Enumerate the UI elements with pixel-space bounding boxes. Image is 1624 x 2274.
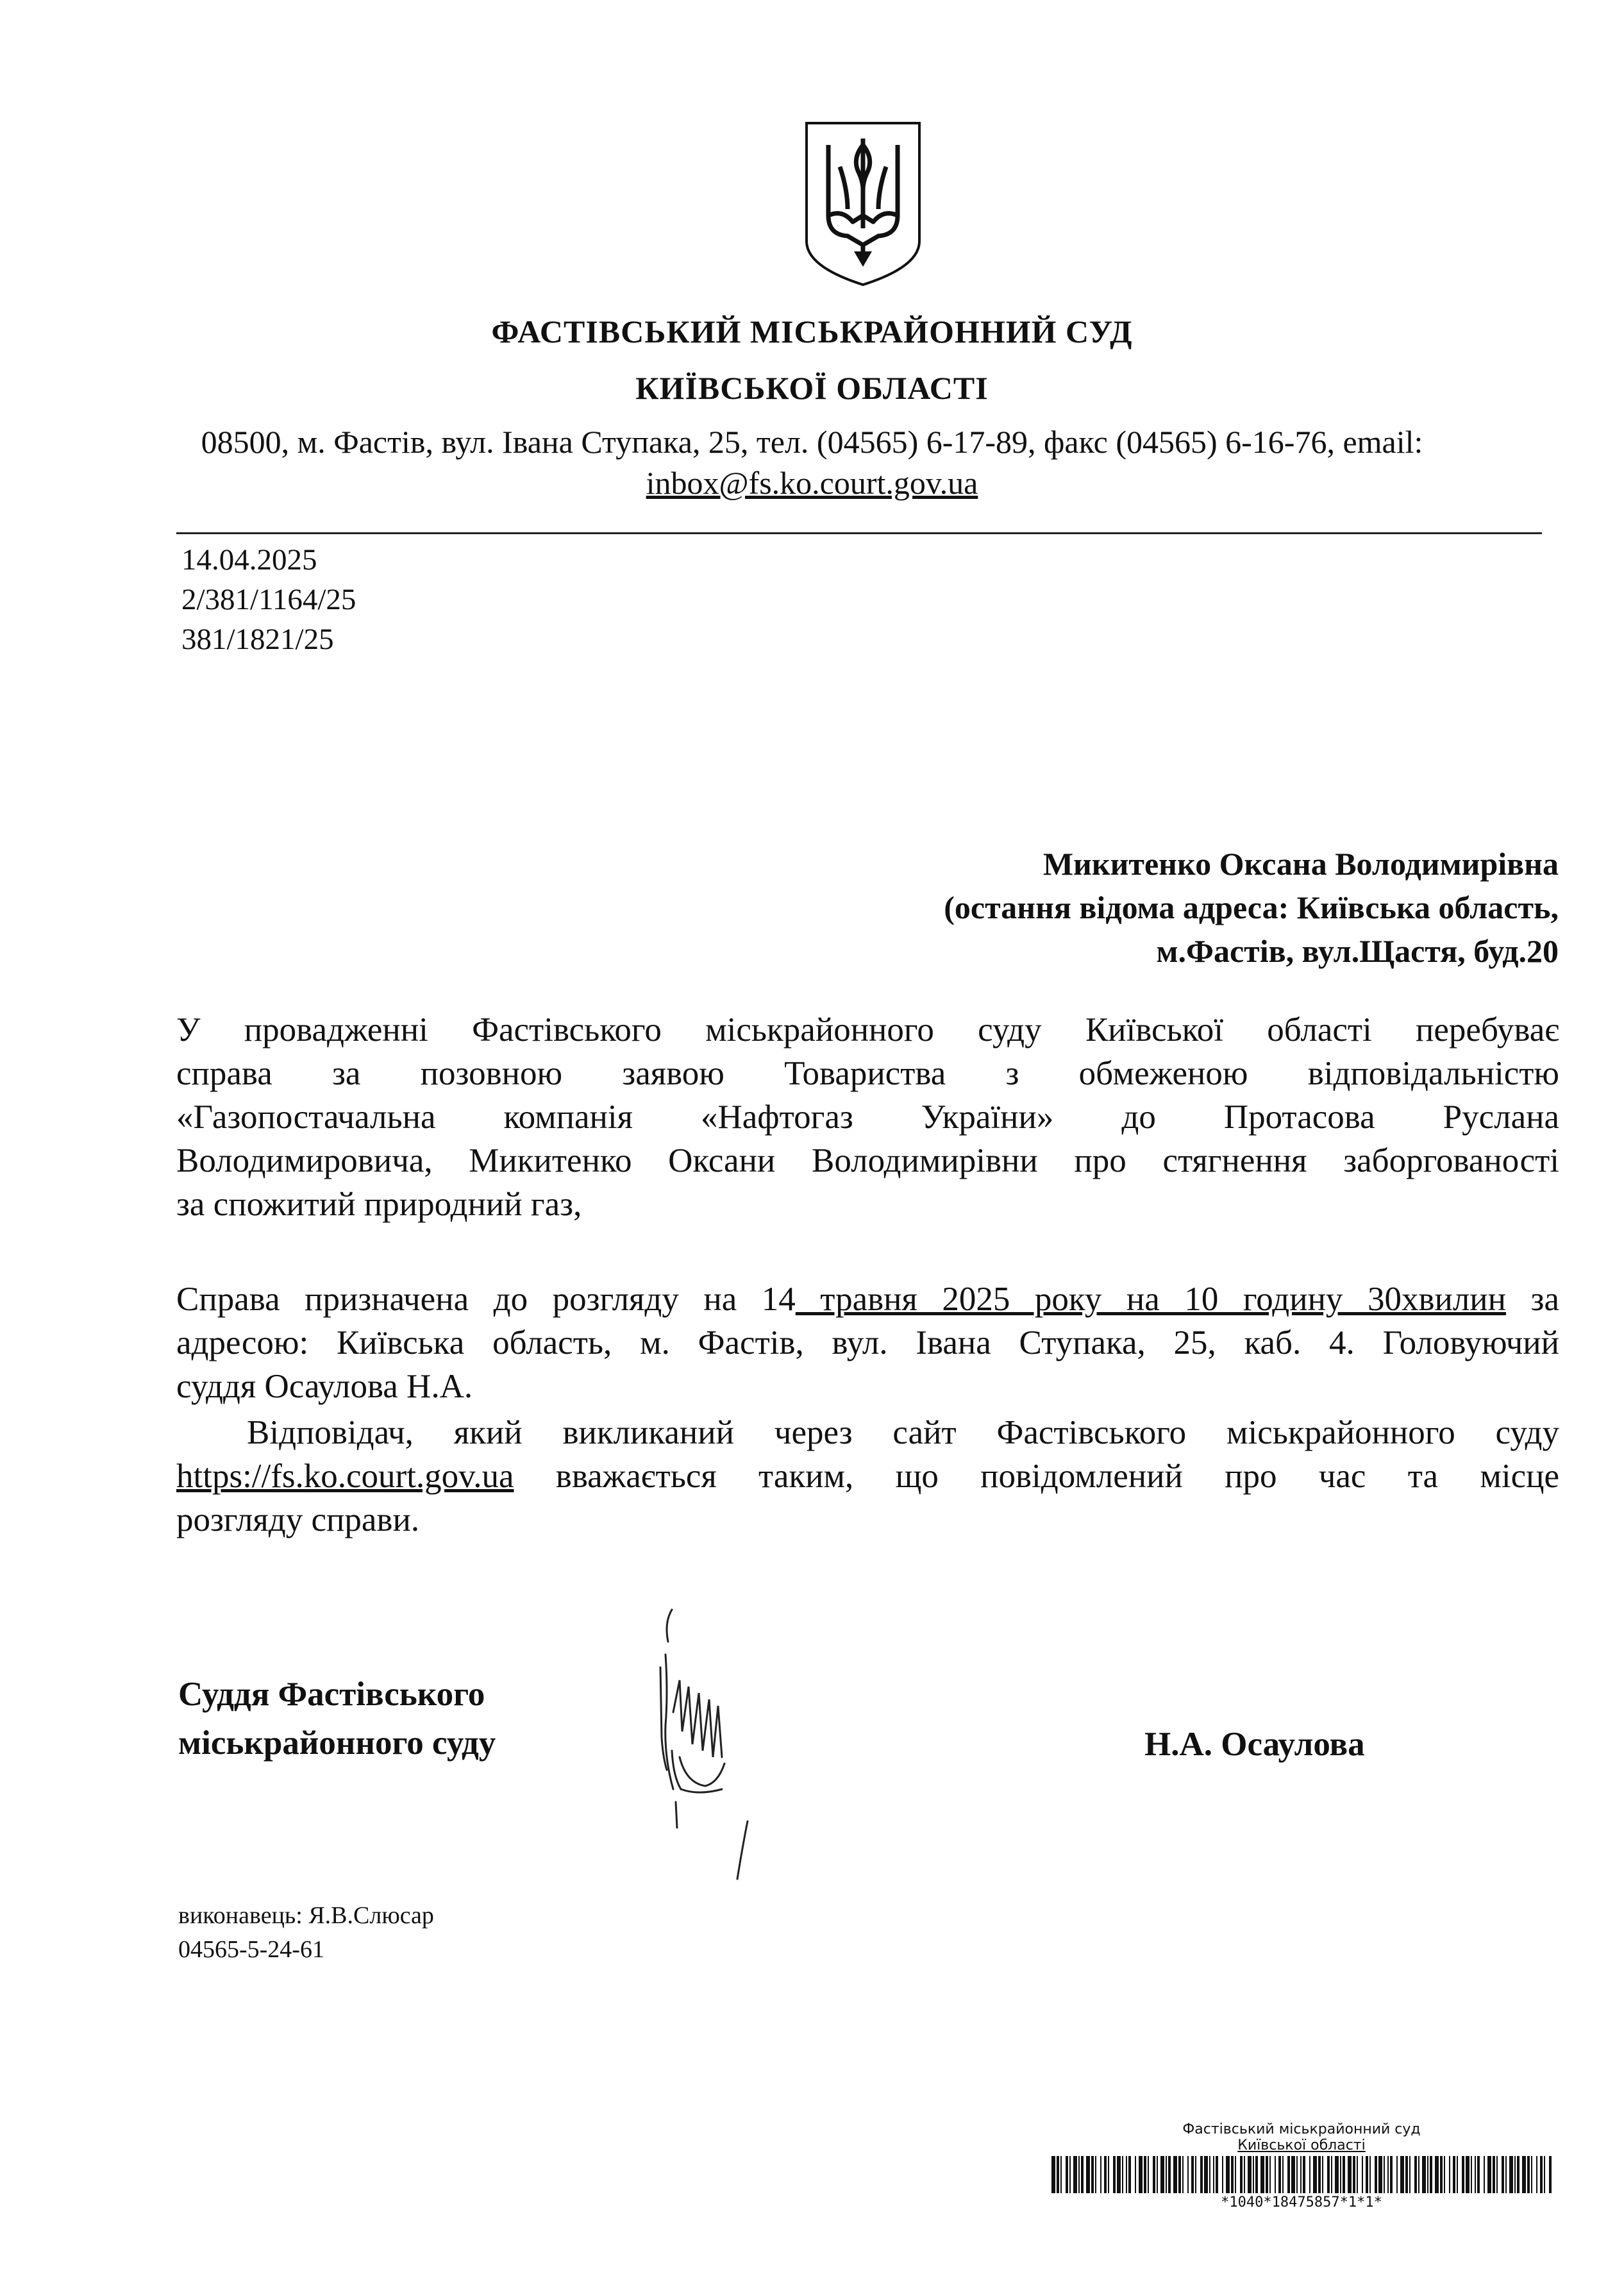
barcode-bar — [1502, 2156, 1504, 2193]
barcode-bar — [1493, 2156, 1495, 2193]
barcode-bar — [1060, 2156, 1062, 2193]
barcode-bar — [1540, 2156, 1543, 2193]
addressee-name: Микитенко Оксана Володимирівна — [1042, 846, 1559, 882]
barcode-bar — [1444, 2156, 1445, 2193]
barcode-bar — [1126, 2156, 1127, 2193]
hearing-intro: Справа призначена до розгляду на 14 — [176, 1281, 796, 1318]
barcode-bar — [1531, 2156, 1532, 2193]
barcode-bar — [1527, 2156, 1530, 2193]
court-email-link[interactable]: inbox@fs.ko.court.gov.ua — [646, 465, 978, 501]
barcode-bar — [1343, 2156, 1345, 2193]
barcode-bar — [1248, 2156, 1251, 2193]
barcode-bar — [1544, 2156, 1545, 2193]
court-region: КИЇВСЬКОЇ ОБЛАСТІ — [635, 370, 989, 406]
signatory-name: Н.А. Осаулова — [1144, 1726, 1365, 1763]
hearing-intro-end: за — [1506, 1281, 1559, 1318]
barcode-bar — [1353, 2156, 1355, 2193]
barcode-bar — [1475, 2156, 1476, 2193]
barcode-bar — [1240, 2156, 1243, 2193]
barcode-bar — [1427, 2156, 1428, 2193]
barcode-bar — [1051, 2156, 1055, 2193]
stamp-court-region: Київської області — [1237, 2137, 1366, 2153]
barcode-bar — [1078, 2156, 1080, 2193]
barcode-bar — [1222, 2156, 1223, 2193]
signatory-title-line2: міськрайонного суду — [178, 1724, 496, 1762]
addressee-address-line1: (остання відома адреса: Київська область, — [944, 889, 1559, 925]
barcode-bar — [1369, 2156, 1371, 2193]
barcode-bar — [1153, 2156, 1155, 2193]
barcode-bar — [1282, 2156, 1284, 2193]
barcode-bar — [1278, 2156, 1281, 2193]
paragraph-line: суддя Осаулова Н.А. — [176, 1368, 473, 1405]
barcode-bar — [1296, 2156, 1298, 2193]
barcode-bar — [1057, 2156, 1059, 2193]
case-number: 2/381/1164/25 — [181, 583, 356, 616]
barcode-bar — [1357, 2156, 1358, 2193]
barcode-bar — [1477, 2156, 1480, 2193]
barcode-bar — [1287, 2156, 1290, 2193]
paragraph-line: справа за позовною заявою Товариства з обмеженою відповідальністю — [176, 1055, 1559, 1092]
barcode-bar — [1266, 2156, 1268, 2193]
court-name: ФАСТІВСЬКИЙ МІСЬКРАЙОННИЙ СУД — [491, 314, 1133, 350]
barcode-bar — [1422, 2156, 1426, 2193]
barcode-bar — [1384, 2156, 1385, 2193]
barcode-bar — [1505, 2156, 1507, 2193]
barcode-bar — [1195, 2156, 1196, 2193]
executor-name: виконавець: Я.В.Слюсар — [178, 1902, 434, 1929]
barcode-bar — [1496, 2156, 1498, 2193]
barcode-bar — [1331, 2156, 1332, 2193]
barcode-bar — [1200, 2156, 1203, 2193]
header-divider — [176, 532, 1542, 534]
barcode-bar — [1260, 2156, 1264, 2193]
paragraph-line: «Газопостачальна компанія «Нафтогаз України» до Протасова Руслана — [176, 1099, 1559, 1136]
barcode-bar — [1148, 2156, 1149, 2193]
barcode-bar — [1173, 2156, 1177, 2193]
barcode-bar — [1409, 2156, 1411, 2193]
outgoing-number: 381/1821/25 — [181, 623, 334, 656]
barcode-bar — [1191, 2156, 1194, 2193]
barcode-bar — [1113, 2156, 1116, 2193]
barcode-bar — [1086, 2156, 1090, 2193]
paragraph-line: адресою: Київська область, м. Фастів, вул. Івана Ступака, 25, каб. 4. Головуючий — [176, 1324, 1559, 1361]
barcode-bar — [1166, 2156, 1167, 2193]
barcode-bar — [1135, 2156, 1136, 2193]
barcode-bar — [1471, 2156, 1472, 2193]
barcode-bar — [1178, 2156, 1181, 2193]
barcode-bar — [1108, 2156, 1109, 2193]
barcode-bar — [1462, 2156, 1464, 2193]
barcode-bar — [1484, 2156, 1485, 2193]
barcode-bar — [1309, 2156, 1310, 2193]
barcode-bar — [1226, 2156, 1230, 2193]
barcode-bar — [1157, 2156, 1158, 2193]
barcode-bar — [1253, 2156, 1254, 2193]
barcode-bar — [1235, 2156, 1236, 2193]
barcode-stamp — [1051, 2121, 1552, 2211]
barcode-bar — [1435, 2156, 1439, 2193]
barcode-bar — [1244, 2156, 1245, 2193]
notification-text: вважається таким, що повідомлений про час та місце — [514, 1458, 1559, 1495]
barcode-bar — [1390, 2156, 1393, 2193]
barcode-bar — [1318, 2156, 1321, 2193]
barcode-bar — [1213, 2156, 1214, 2193]
hearing-schedule-paragraph — [176, 1277, 1559, 1408]
barcode-bar — [1095, 2156, 1096, 2193]
barcode-bar — [1414, 2156, 1417, 2193]
barcode-bar — [1387, 2156, 1389, 2193]
handwritten-signature — [635, 1597, 782, 1930]
barcode-bar — [1160, 2156, 1164, 2193]
barcode-bar — [1182, 2156, 1184, 2193]
barcode-bar — [1362, 2156, 1363, 2193]
barcode-bar — [1430, 2156, 1432, 2193]
barcode-bar — [1396, 2156, 1398, 2193]
barcode-bar — [1440, 2156, 1443, 2193]
barcode-bar — [1522, 2156, 1526, 2193]
paragraph-line — [176, 1454, 1559, 1498]
barcode-bar — [1300, 2156, 1302, 2193]
court-website-link[interactable]: https://fs.ko.court.gov.ua — [176, 1458, 514, 1495]
barcode-bar — [1209, 2156, 1210, 2193]
barcode-bar — [1335, 2156, 1339, 2193]
barcode-bar — [1457, 2156, 1458, 2193]
paragraph-line — [176, 1277, 1559, 1321]
paragraph-line: за спожитий природний газ, — [176, 1186, 582, 1223]
barcode-bar — [1549, 2156, 1552, 2193]
barcode-bar — [1144, 2156, 1146, 2193]
barcode-bar — [1449, 2156, 1450, 2193]
barcode-bar — [1509, 2156, 1513, 2193]
document-date: 14.04.2025 — [181, 543, 317, 577]
barcode-bar — [1091, 2156, 1094, 2193]
barcode-bar — [1303, 2156, 1305, 2193]
barcode-bar — [1204, 2156, 1208, 2193]
barcode-bar — [1117, 2156, 1121, 2193]
barcode-bar — [1348, 2156, 1352, 2193]
barcode-bar — [1122, 2156, 1123, 2193]
barcode-bar — [1322, 2156, 1323, 2193]
barcode-bar — [1536, 2156, 1537, 2193]
paragraph-line: Володимировича, Микитенко Оксани Володимирівни про стягнення заборгованості — [176, 1142, 1559, 1179]
barcode-bar — [1069, 2156, 1071, 2193]
barcode-code: *1040*18475857*1*1* — [1221, 2194, 1382, 2211]
signatory-title-line1: Суддя Фастівського — [178, 1676, 485, 1713]
barcode-bar — [1269, 2156, 1271, 2193]
barcode-bar — [1104, 2156, 1107, 2193]
barcode-bar — [1514, 2156, 1516, 2193]
barcode-bar — [1231, 2156, 1234, 2193]
barcode-bar — [1487, 2156, 1491, 2193]
barcode-bar — [1168, 2156, 1171, 2193]
barcode-bar — [1187, 2156, 1189, 2193]
barcode-bar — [1466, 2156, 1469, 2193]
barcode-bar — [1275, 2156, 1276, 2193]
paragraph-line: Відповідач, який викликаний через сайт Фастівського міськрайонного суду — [247, 1414, 1559, 1451]
barcode-bar — [1216, 2156, 1218, 2193]
paragraph-line: розгляду справи. — [176, 1501, 420, 1538]
barcode-bar — [1400, 2156, 1404, 2193]
barcode-bar — [1073, 2156, 1077, 2193]
barcode-bar — [1378, 2156, 1382, 2193]
barcode-bar — [1418, 2156, 1419, 2193]
barcode-bar — [1313, 2156, 1317, 2193]
barcode-bar — [1139, 2156, 1143, 2193]
hearing-datetime: травня 2025 року на 10 годину 30хвилин — [795, 1281, 1507, 1318]
barcode-icon — [1051, 2156, 1552, 2193]
court-address: 08500, м. Фастів, вул. Івана Ступака, 25, тел. (04565) 6-17-89, факс (04565) 6-16-76, email: — [201, 424, 1423, 460]
barcode-bar — [1340, 2156, 1341, 2193]
barcode-bar — [1291, 2156, 1295, 2193]
trident-coat-of-arms-icon — [803, 119, 923, 289]
barcode-bar — [1375, 2156, 1377, 2193]
notification-paragraph — [176, 1411, 1559, 1542]
barcode-bar — [1081, 2156, 1084, 2193]
barcode-bar — [1128, 2156, 1131, 2193]
addressee-address-line2: м.Фастів, вул.Щастя, буд.20 — [1156, 933, 1559, 969]
paragraph-line: У провадженні Фастівського міськрайонного суду Київської області перебуває — [176, 1011, 1559, 1049]
barcode-bar — [1453, 2156, 1455, 2193]
case-description-paragraph — [176, 1008, 1559, 1226]
barcode-bar — [1366, 2156, 1368, 2193]
stamp-court-name: Фастівський міськрайонний суд — [1182, 2121, 1421, 2137]
barcode-bar — [1255, 2156, 1258, 2193]
barcode-bar — [1405, 2156, 1408, 2193]
barcode-bar — [1066, 2156, 1068, 2193]
barcode-bar — [1100, 2156, 1101, 2193]
barcode-bar — [1517, 2156, 1519, 2193]
barcode-bar — [1327, 2156, 1330, 2193]
executor-phone: 04565-5-24-61 — [178, 1936, 324, 1963]
